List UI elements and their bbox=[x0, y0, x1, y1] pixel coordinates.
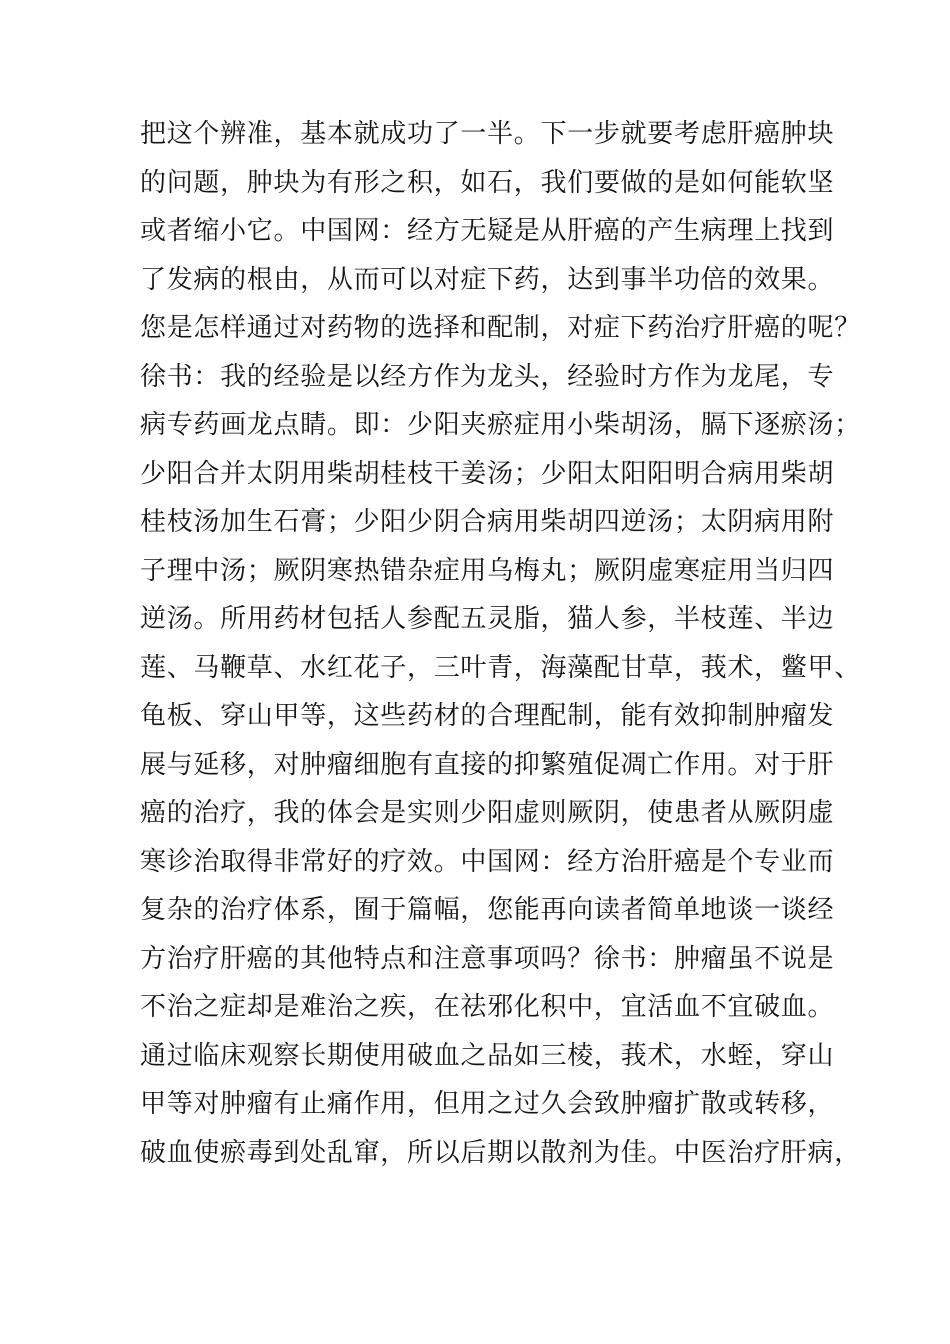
text-line: 展与延移，对肿瘤细胞有直接的抑繁殖促凋亡作用。对于肝 bbox=[140, 749, 835, 780]
text-line: 少阳合并太阴用柴胡桂枝干姜汤；少阳太阳阳明合病用柴胡 bbox=[140, 458, 835, 489]
text-line: 不治之症却是难治之疾，在祛邪化积中，宜活血不宜破血。 bbox=[140, 992, 835, 1022]
text-line: 复杂的治疗体系，囿于篇幅，您能再向读者简单地谈一谈经 bbox=[140, 895, 835, 925]
text-line: 的问题，肿块为有形之积，如石，我们要做的是如何能软坚 bbox=[140, 167, 835, 198]
text-line: 逆汤。所用药材包括人参配五灵脂，猫人参，半枝莲、半边 bbox=[140, 604, 835, 634]
text-line: 破血使瘀毒到处乱窜，所以后期以散剂为佳。中医治疗肝病， bbox=[140, 1137, 861, 1168]
text-line: 龟板、穿山甲等，这些药材的合理配制，能有效抑制肿瘤发 bbox=[140, 701, 835, 731]
text-line: 徐书：我的经验是以经方作为龙头，经验时方作为龙尾，专 bbox=[140, 361, 835, 392]
text-line: 寒诊治取得非常好的疗效。中国网：经方治肝癌是个专业而 bbox=[140, 846, 835, 877]
text-line: 子理中汤；厥阴寒热错杂症用乌梅丸；厥阴虚寒症用当归四 bbox=[140, 555, 835, 586]
text-line: 莲、马鞭草、水红花子，三叶青，海藻配甘草，莪术，鳖甲、 bbox=[140, 652, 861, 683]
text-line: 通过临床观察长期使用破血之品如三棱，莪术，水蛭，穿山 bbox=[140, 1040, 835, 1071]
text-line: 病专药画龙点睛。即：少阳夹瘀症用小柴胡汤，膈下逐瘀汤； bbox=[140, 410, 861, 440]
body-text bbox=[140, 110, 861, 1177]
text-line: 甲等对肿瘤有止痛作用，但用之过久会致肿瘤扩散或转移， bbox=[140, 1089, 835, 1119]
text-line: 了发病的根由，从而可以对症下药，达到事半功倍的效果。 bbox=[140, 264, 835, 295]
text-line: 癌的治疗，我的体会是实则少阳虚则厥阴，使患者从厥阴虚 bbox=[140, 798, 835, 828]
text-line: 方治疗肝癌的其他特点和注意事项吗？徐书：肿瘤虽不说是 bbox=[140, 943, 835, 974]
text-line: 您是怎样通过对药物的选择和配制，对症下药治疗肝癌的呢？ bbox=[140, 313, 861, 343]
text-line: 或者缩小它。中国网：经方无疑是从肝癌的产生病理上找到 bbox=[140, 216, 835, 246]
text-line: 把这个辨准，基本就成功了一半。下一步就要考虑肝癌肿块 bbox=[140, 119, 835, 149]
text-line: 桂枝汤加生石膏；少阳少阴合病用柴胡四逆汤；太阴病用附 bbox=[140, 507, 835, 537]
